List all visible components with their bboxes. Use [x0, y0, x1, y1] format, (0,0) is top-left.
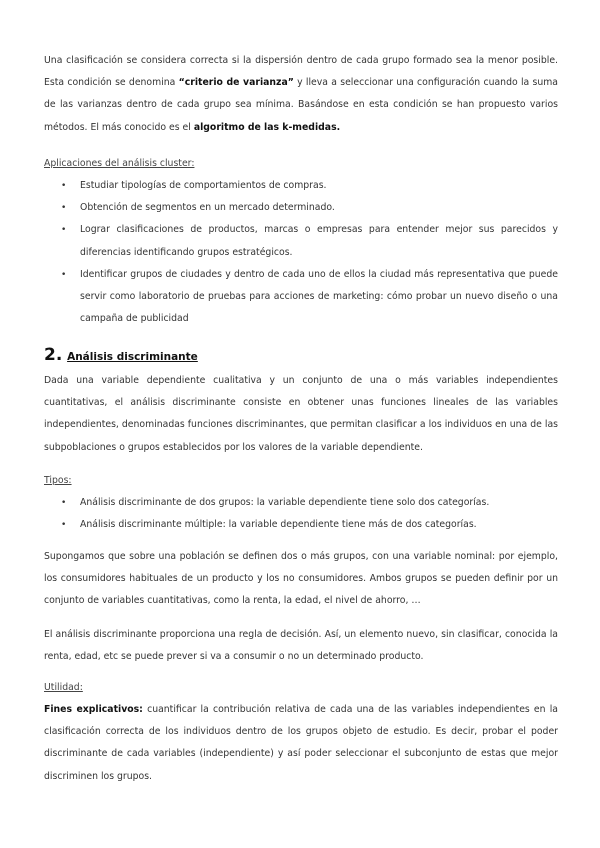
- aplicaciones-heading: Aplicaciones del análisis cluster:: [44, 158, 195, 169]
- fines-paragraph: Fines explicativos: cuantificar la contribución relativa de cada una de las variables independientes en la clasificación correcta de los individuos dentro de los grupos objeto de estudio. Es decir, probar el poder discriminante de cada variables (independiente) y así poder seleccionar el subconjunto de estas que mejor discriminen los grupos.: [44, 704, 558, 782]
- intro-paragraph: Una clasificación se considera correcta si la dispersión dentro de cada grupo formado sea la menor posible. Esta condición se denomina “criterio de varianza” y lleva a seleccionar una configuración cuando la suma de las varianzas dentro de cada grupo sea mínima. Basándose en esta condición se han propuesto varios métodos. El más conocido es el algoritmo de las k-medidas.: [44, 55, 558, 133]
- list-item: • Análisis discriminante de dos grupos: la variable dependiente tiene solo dos categorías.: [44, 492, 558, 514]
- tipos-list: [44, 492, 558, 536]
- k-medidas-term: algoritmo de las k-medidas.: [193, 121, 341, 133]
- section-number: 2.: [44, 345, 63, 365]
- section-heading: [44, 344, 198, 368]
- discriminante-paragraph: Dada una variable dependiente cualitativa y un conjunto de una o más variables independientes cuantitativas, el análisis discriminante consiste en obtener unas funciones lineales de las variables independientes, denominadas funciones discriminantes, que permitan clasificar a los individuos en una de las subpoblaciones o grupos establecidos por los valores de la variable dependiente.: [44, 375, 558, 453]
- aplicaciones-list: [44, 175, 558, 330]
- list-item: • Identificar grupos de ciudades y dentro de cada uno de ellos la ciudad más representativa que puede servir como laboratorio de pruebas para acciones de marketing: cómo probar un nuevo diseño o una campaña de publicidad: [44, 264, 558, 331]
- tipos-heading: Tipos:: [44, 475, 72, 486]
- utilidad-heading: Utilidad:: [44, 682, 83, 693]
- poblacion-paragraph: Supongamos que sobre una población se definen dos o más grupos, con una variable nominal: por ejemplo, los consumidores habituales de un producto y los no consumidores. Ambos grupos se pueden definir por un conjunto de variables cuantitativas, como la renta, la edad, el nivel de ahorro, …: [44, 551, 558, 607]
- list-item: • Estudiar tipologías de comportamientos de compras.: [44, 175, 558, 197]
- section-title: Análisis discriminante: [67, 351, 198, 363]
- list-item: • Lograr clasificaciones de productos, marcas o empresas para entender mejor sus parecidos y diferencias identificando grupos estratégicos.: [44, 219, 558, 263]
- criterio-varianza-term: “criterio de varianza”: [178, 77, 294, 89]
- fines-label: Fines explicativos:: [44, 704, 143, 715]
- list-item: • Análisis discriminante múltiple: la variable dependiente tiene más de dos categorías.: [44, 514, 558, 536]
- list-item: • Obtención de segmentos en un mercado determinado.: [44, 197, 558, 219]
- regla-decision-paragraph: El análisis discriminante proporciona una regla de decisión. Así, un elemento nuevo, sin clasificar, conocida la renta, edad, etc se puede prever si va a consumir o no un determinado producto.: [44, 629, 558, 663]
